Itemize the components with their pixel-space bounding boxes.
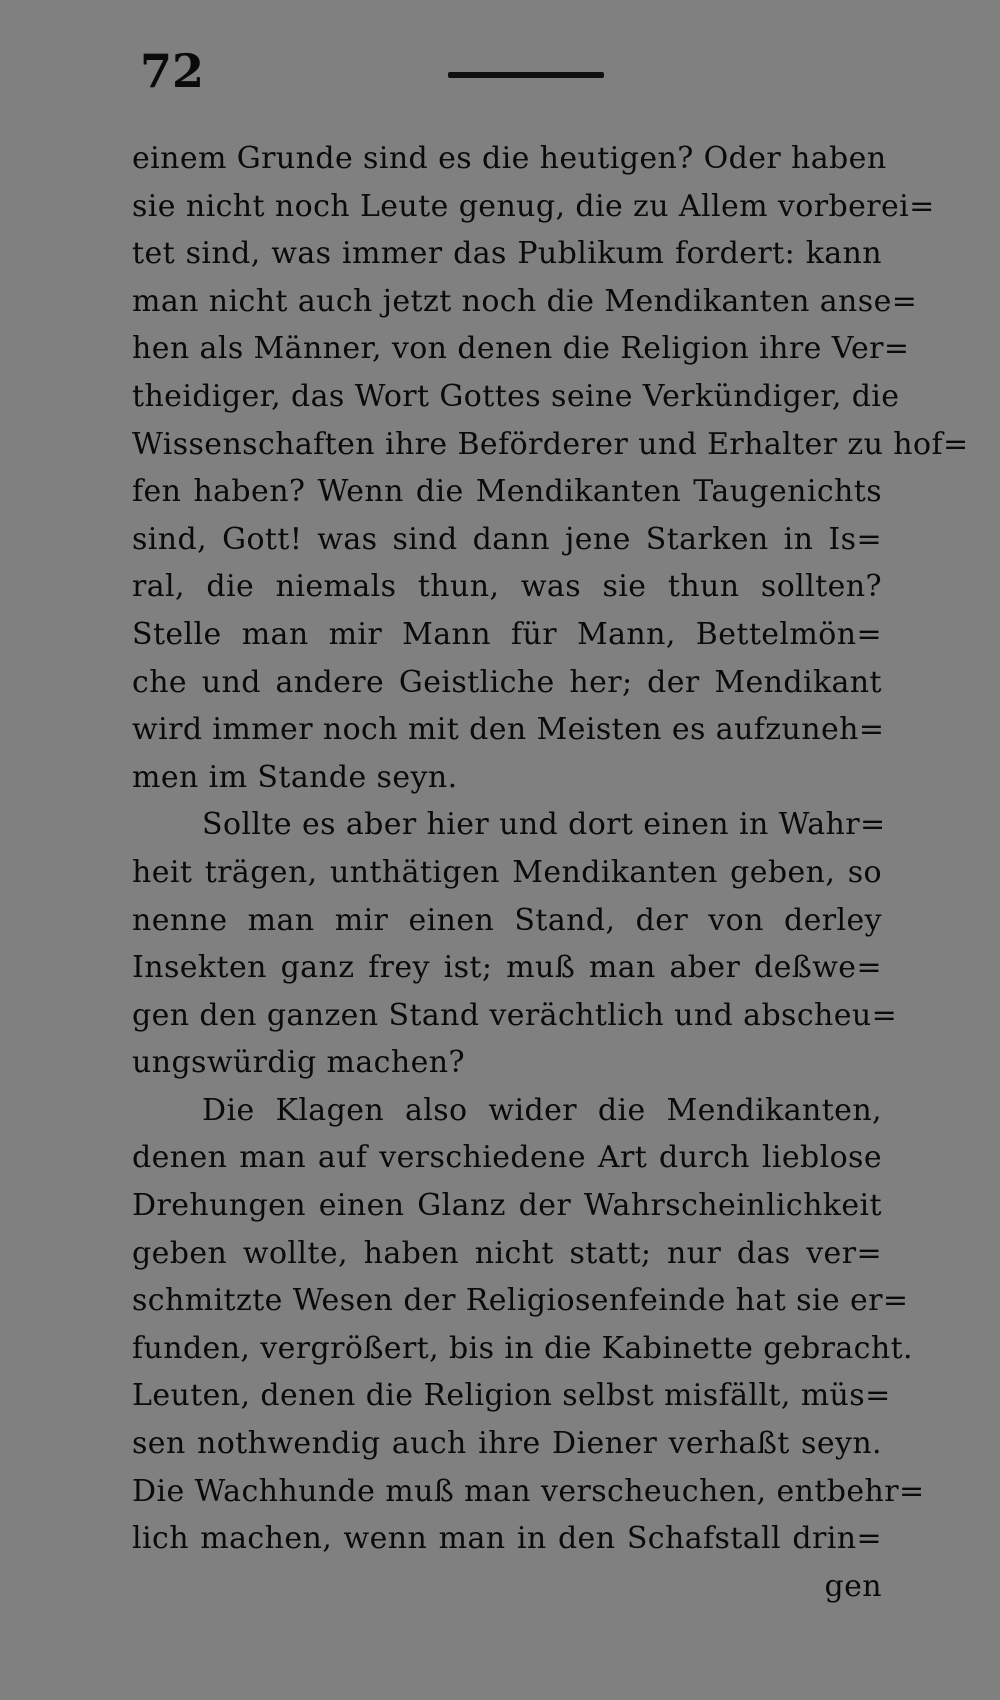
text-line: che und andere Geistliche her; der Mendikant	[132, 664, 882, 700]
text-line: lich machen, wenn man in den Schafstall drin=	[132, 1521, 882, 1557]
text-line: Leuten, denen die Religion selbst misfällt, müs=	[132, 1378, 891, 1414]
body-text	[132, 135, 969, 1610]
text-line: funden, vergrößert, bis in die Kabinette gebracht.	[132, 1330, 913, 1366]
text-line: tet sind, was immer das Publikum fordert: kann	[132, 236, 882, 272]
text-line: gen den ganzen Stand verächtlich und abscheu=	[132, 997, 898, 1033]
text-line: ungswürdig machen?	[132, 1045, 465, 1081]
text-line: sie nicht noch Leute genug, die zu Allem vorberei=	[132, 188, 935, 224]
text-line: nenne man mir einen Stand, der von derley	[132, 902, 882, 938]
text-line: schmitzte Wesen der Religiosenfeinde hat sie er=	[132, 1283, 909, 1319]
text-line: wird immer noch mit den Meisten es aufzuneh=	[132, 712, 885, 748]
text-line: Insekten ganz frey ist; muß man aber deßwe=	[132, 950, 882, 986]
text-line: sind, Gott! was sind dann jene Starken in Is=	[132, 521, 882, 557]
catchword: gen	[824, 1568, 882, 1604]
text-line: men im Stande seyn.	[132, 759, 458, 795]
text-line: theidiger, das Wort Gottes seine Verkündiger, die	[132, 378, 900, 414]
text-line: denen man auf verschiedene Art durch lieblose	[132, 1140, 882, 1176]
text-line: fen haben? Wenn die Mendikanten Taugenichts	[132, 474, 882, 510]
text-line: Die Klagen also wider die Mendikanten,	[202, 1092, 882, 1128]
text-line: Sollte es aber hier und dort einen in Wahr=	[202, 807, 886, 843]
text-line: Die Wachhunde muß man verscheuchen, entbehr=	[132, 1473, 925, 1509]
text-line: heit trägen, unthätigen Mendikanten geben, so	[132, 854, 882, 890]
header-rule	[448, 72, 604, 78]
text-line: ral, die niemals thun, was sie thun sollten?	[132, 569, 882, 605]
text-line: hen als Männer, von denen die Religion ihre Ver=	[132, 331, 910, 367]
text-line: Wissenschaften ihre Beförderer und Erhalter zu hof=	[132, 426, 969, 462]
text-line: Drehungen einen Glanz der Wahrscheinlichkeit	[132, 1188, 882, 1224]
text-line: einem Grunde sind es die heutigen? Oder haben	[132, 141, 887, 176]
text-line: Stelle man mir Mann für Mann, Bettelmön=	[132, 616, 882, 652]
text-line: sen nothwendig auch ihre Diener verhaßt seyn.	[132, 1426, 882, 1462]
text-line: man nicht auch jetzt noch die Mendikanten anse=	[132, 283, 918, 319]
text-line: geben wollte, haben nicht statt; nur das ver=	[132, 1235, 882, 1271]
page-number: 72	[140, 44, 205, 98]
